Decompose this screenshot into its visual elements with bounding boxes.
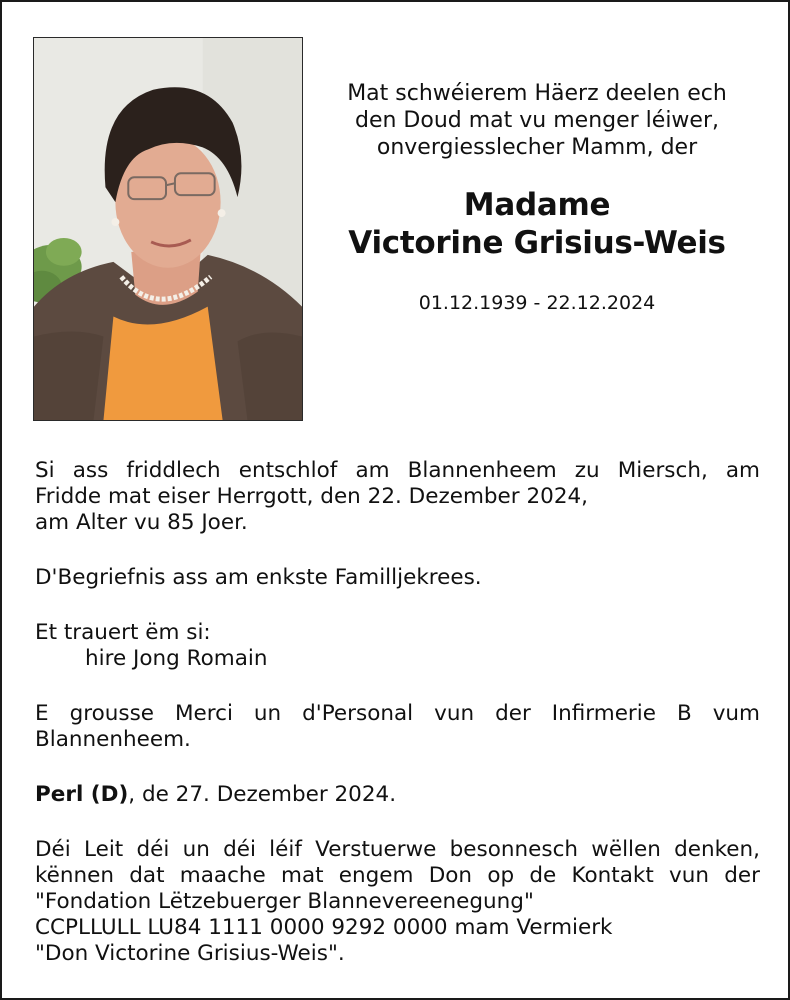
intro-text bbox=[314, 80, 760, 161]
body-line: D'Begriefnis ass am enkste Familljekrees. bbox=[35, 565, 482, 590]
portrait-photo bbox=[33, 37, 303, 421]
paragraph-thanks bbox=[35, 701, 760, 753]
notice-body bbox=[35, 458, 760, 967]
place-name: Perl (D) bbox=[35, 782, 129, 807]
body-line: "Don Victorine Grisius-Weis". bbox=[35, 941, 345, 966]
body-line: kënnen dat maache mat engem Don op de Kontakt vun der bbox=[35, 863, 760, 888]
paragraph-funeral bbox=[35, 565, 760, 591]
deceased-name bbox=[314, 186, 760, 262]
paragraph-mourners bbox=[35, 620, 760, 672]
intro-line: den Doud mat vu menger léiwer, bbox=[355, 108, 719, 133]
life-dates: 01.12.1939 - 22.12.2024 bbox=[418, 292, 656, 314]
bank-account: CCPLLULL LU84 1111 0000 9292 0000 mam Vermierk bbox=[35, 915, 613, 940]
name-title: Madame bbox=[463, 187, 611, 223]
body-line: Blannenheem. bbox=[35, 727, 191, 752]
paragraph-donation bbox=[35, 837, 760, 967]
portrait-image bbox=[34, 38, 302, 420]
body-line: am Alter vu 85 Joer. bbox=[35, 510, 248, 535]
body-line: Si ass friddlech entschlof am Blannenheem zu Miersch, am bbox=[35, 458, 760, 483]
name-full: Victorine Grisius-Weis bbox=[348, 225, 726, 261]
body-line: Fridde mat eiser Herrgott, den 22. Dezember 2024, bbox=[35, 484, 589, 509]
body-line: Déi Leit déi un déi léif Verstuerwe besonnesch wëllen denken, bbox=[35, 837, 760, 862]
paragraph-passing bbox=[35, 458, 760, 536]
publication-date: , de 27. Dezember 2024. bbox=[128, 782, 397, 807]
body-line: Et trauert ëm si: bbox=[35, 620, 211, 645]
body-line: E grousse Merci un d'Personal vun der Infirmerie B vum bbox=[35, 701, 760, 726]
intro-line: onvergiesslecher Mamm, der bbox=[376, 135, 698, 160]
intro-line: Mat schwéierem Häerz deelen ech bbox=[347, 81, 727, 106]
body-line: "Fondation Lëtzebuerger Blannevereenegung" bbox=[35, 889, 534, 914]
place-date bbox=[35, 782, 760, 808]
mourner-name: hire Jong Romain bbox=[85, 646, 268, 671]
